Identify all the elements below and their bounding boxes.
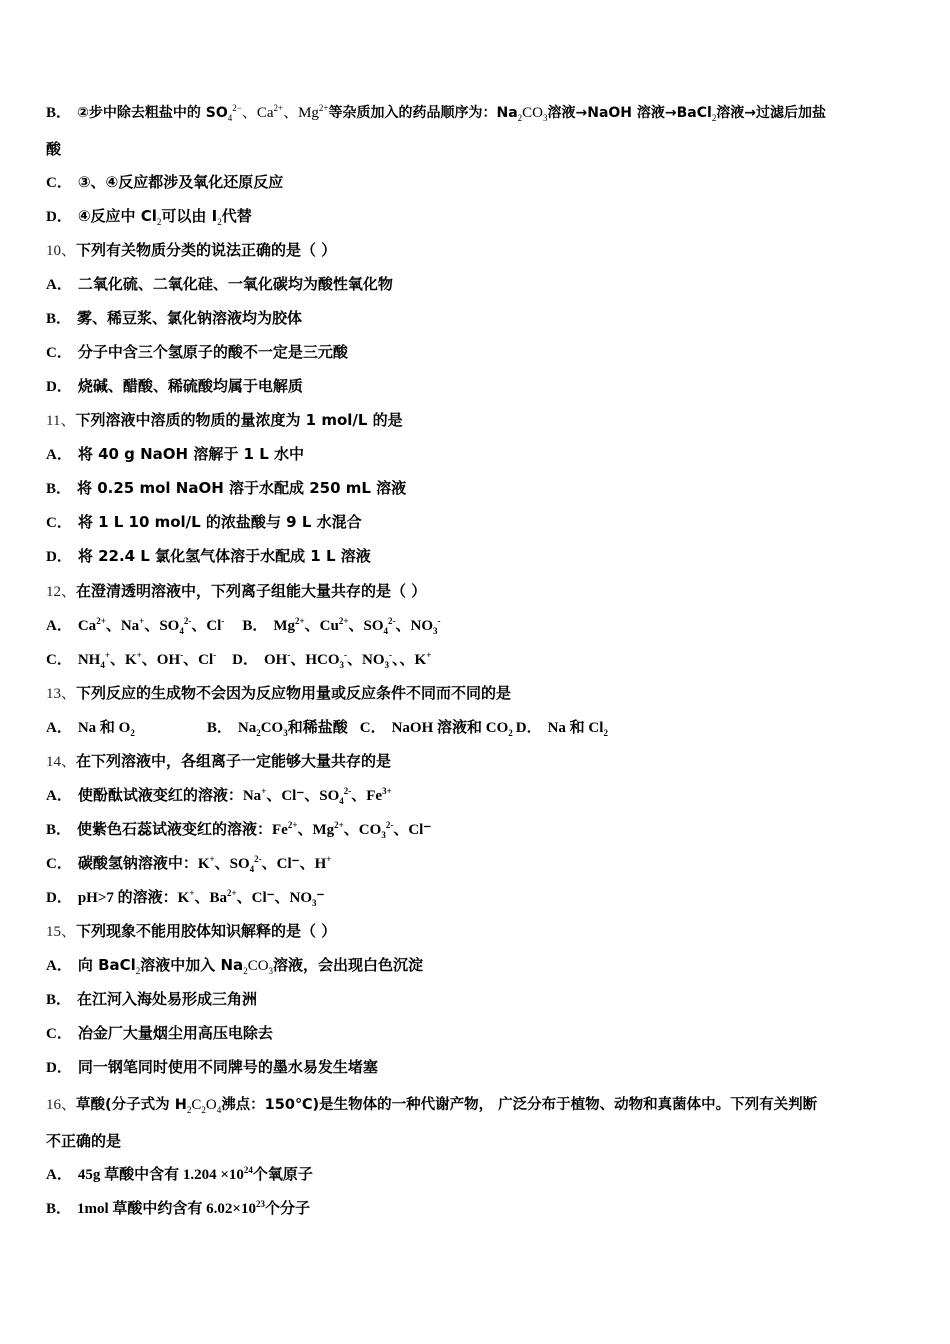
q14-option-c: C． 碳酸氢钠溶液中：K+、$SO_4^{2-}$、Cl⁻、H+ bbox=[46, 854, 332, 874]
question-number: 16、 bbox=[46, 1097, 77, 1113]
q15-stem: 15、下列现象不能用胶体知识解释的是（ ） bbox=[46, 922, 337, 940]
q13-stem: 13、下列反应的生成物不会因为反应物用量或反应条件不同而不同的是 bbox=[46, 684, 512, 702]
q14-option-a: A． 使酚酞试液变红的溶液：Na+、Cl⁻、$SO_4^{2-}$、$Fe^{3+}$ bbox=[46, 786, 392, 806]
question-number: 14、 bbox=[46, 754, 77, 770]
q16-stem: 16、草酸(分子式为 $H_2C_2O_4$沸点：150℃)是生物体的一种代谢产物， 广泛分布于植物、动物和真菌体中。下列有关判断 bbox=[46, 1097, 818, 1115]
q15-option-a: A． 向 BaCl$_2$溶液中加入 $Na_2CO_3$溶液，会出现白色沉淀 bbox=[46, 956, 424, 976]
q12-options-row-2: C． $NH_4^+$、K+、OH-、Cl- D． OH-、$HCO_3^-$、$NO_3^-$、、K+ bbox=[46, 650, 432, 670]
q12-options-row-1: A． $Ca^{2+}$、Na+、$SO_4^{2-}$、Cl- B． $Mg^{2+}$、$Cu^{2+}$、$SO_4^{2-}$、$NO_3^-$ bbox=[46, 616, 441, 636]
q9-option-b: B． ②步中除去粗盐中的 $SO_4^{2-}$、$Ca^{2+}$、$Mg^{2+}$等杂质加入的药品顺序为：$Na_2CO_3$溶液→NaOH 溶液→BaCl$_2$溶液→过滤后加盐 bbox=[46, 103, 827, 123]
q10-option-a: A． 二氧化硫、二氧化硅、一氧化碳均为酸性氧化物 bbox=[46, 275, 393, 293]
q15-option-d: D． 同一钢笔同时使用不同牌号的墨水易发生堵塞 bbox=[46, 1058, 378, 1076]
q9-option-c: C． ③、④反应都涉及氧化还原反应 bbox=[46, 173, 284, 191]
q14-option-d: D． pH>7 的溶液：K+、$Ba^{2+}$、Cl⁻、$NO_3^-$ bbox=[46, 888, 325, 908]
q10-option-b: B． 雾、稀豆浆、氯化钠溶液均为胶体 bbox=[46, 309, 303, 327]
q10-option-c: C． 分子中含三个氢原子的酸不一定是三元酸 bbox=[46, 343, 348, 361]
q16-option-b: B． 1mol 草酸中约含有 $6.02\times 10^{23}$个分子 bbox=[46, 1199, 310, 1217]
q11-option-c: C． 将 1 L 10 mol/L 的浓盐酸与 9 L 水混合 bbox=[46, 513, 362, 531]
q9-option-d: D． ④反应中 $Cl_2$可以由 $I_2$代替 bbox=[46, 207, 252, 227]
q11-stem: 11、下列溶液中溶质的物质的量浓度为 1 mol/L 的是 bbox=[46, 411, 403, 429]
question-number: 10、 bbox=[46, 243, 77, 259]
q12-stem: 12、在澄清透明溶液中，下列离子组能大量共存的是（ ） bbox=[46, 582, 427, 600]
q14-option-b: B． 使紫色石蕊试液变红的溶液：$Fe^{2+}$、$Mg^{2+}$、$CO_3^{2-}$、Cl⁻ bbox=[46, 820, 432, 840]
q11-option-a: A． 将 40 g NaOH 溶解于 1 L 水中 bbox=[46, 445, 304, 463]
q16-stem-continuation: 不正确的是 bbox=[46, 1132, 122, 1150]
question-number: 13、 bbox=[46, 686, 77, 702]
q11-option-d: D． 将 22.4 L 氯化氢气体溶于水配成 1 L 溶液 bbox=[46, 547, 371, 565]
option-label: B． bbox=[46, 105, 72, 121]
q13-options: A． Na 和 $O_2$ B． $Na_2CO_3$和稀盐酸 C． NaOH 溶液和 $CO_2$ D． Na 和 $Cl_2$ bbox=[46, 720, 608, 738]
q15-option-c: C． 冶金厂大量烟尘用高压电除去 bbox=[46, 1024, 273, 1042]
q11-option-b: B． 将 0.25 mol NaOH 溶于水配成 250 mL 溶液 bbox=[46, 479, 407, 497]
q10-option-d: D． 烧碱、醋酸、稀硫酸均属于电解质 bbox=[46, 377, 303, 395]
question-number: 15、 bbox=[46, 924, 77, 940]
q15-option-b: B． 在江河入海处易形成三角洲 bbox=[46, 990, 258, 1008]
question-number: 11、 bbox=[46, 413, 76, 429]
q16-option-a: A． 45g 草酸中含有 $1.204 \times 10^{24}$个氧原子 bbox=[46, 1165, 313, 1183]
q14-stem: 14、在下列溶液中，各组离子一定能够大量共存的是 bbox=[46, 752, 392, 770]
q10-stem: 10、下列有关物质分类的说法正确的是（ ） bbox=[46, 241, 337, 259]
question-number: 12、 bbox=[46, 584, 77, 600]
q9-option-b-continuation: 酸 bbox=[46, 140, 62, 158]
